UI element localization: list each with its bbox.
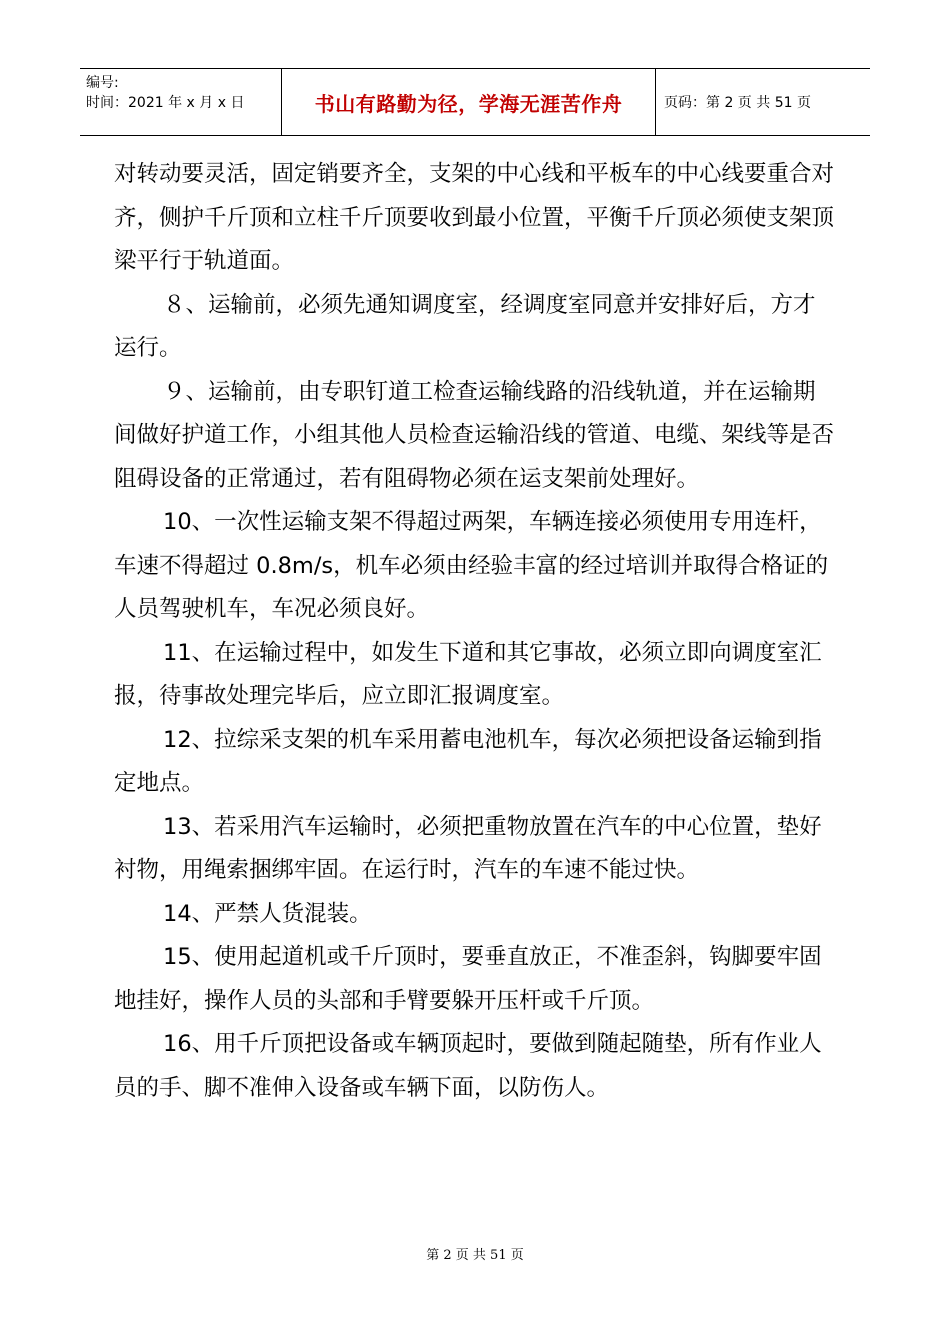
paragraph: 11、在运输过程中，如发生下道和其它事故，必须立即向调度室汇报，待事故处理完毕后，应立即汇报调度室。 bbox=[114, 639, 822, 709]
paragraph: 16、用千斤顶把设备或车辆顶起时，要做到随起随垫，所有作业人员的手、脚不准伸入设备或车辆下面，以防伤人。 bbox=[114, 1031, 822, 1101]
paragraph: 15、使用起道机或千斤顶时，要垂直放正，不准歪斜，钩脚要牢固地挂好，操作人员的头部和手臂要躲开压杆或千斤顶。 bbox=[114, 944, 822, 1014]
paragraph: 10、一次性运输支架不得超过两架，车辆连接必须使用专用连杆，车速不得超过 0.8m/s，机车必须由经验丰富的经过培训并取得合格证的人员驾驶机车，车况必须良好。 bbox=[114, 509, 829, 622]
document-body bbox=[114, 153, 834, 1110]
page-footer bbox=[0, 1244, 950, 1263]
header-page-code-cell bbox=[656, 69, 870, 135]
time-label: 时间：2021 年 x 月 x 日 bbox=[86, 95, 245, 111]
paragraph: 14、严禁人货混装。 bbox=[163, 900, 372, 927]
paragraph: ８、运输前，必须先通知调度室，经调度室同意并安排好后，方才运行。 bbox=[114, 291, 816, 361]
header-motto-cell bbox=[282, 69, 656, 135]
paragraph: 对转动要灵活，固定销要齐全，支架的中心线和平板车的中心线要重合对齐，侧护千斤顶和立柱千斤顶要收到最小位置，平衡千斤顶必须使支架顶梁平行于轨道面。 bbox=[114, 161, 835, 274]
page-code: 页码：第 2 页 共 51 页 bbox=[664, 95, 811, 111]
paragraph: 13、若采用汽车运输时，必须把重物放置在汽车的中心位置，垫好衬物，用绳索捆绑牢固。在运行时，汽车的车速不能过快。 bbox=[114, 813, 822, 883]
footer-page-number: 第 2 页 共 51 页 bbox=[426, 1248, 524, 1263]
motto-text: 书山有路勤为径，学海无涯苦作舟 bbox=[314, 91, 623, 116]
page-header bbox=[80, 68, 870, 136]
paragraph: 12、拉综采支架的机车采用蓄电池机车，每次必须把设备运输到指定地点。 bbox=[114, 726, 822, 796]
header-meta bbox=[80, 69, 282, 135]
paragraph: ９、运输前，由专职钉道工检查运输线路的沿线轨道，并在运输期间做好护道工作，小组其他人员检查运输沿线的管道、电缆、架线等是否阻碍设备的正常通过，若有阻碍物必须在运支架前处理好。 bbox=[114, 378, 835, 492]
number-label: 编号: bbox=[86, 75, 119, 91]
